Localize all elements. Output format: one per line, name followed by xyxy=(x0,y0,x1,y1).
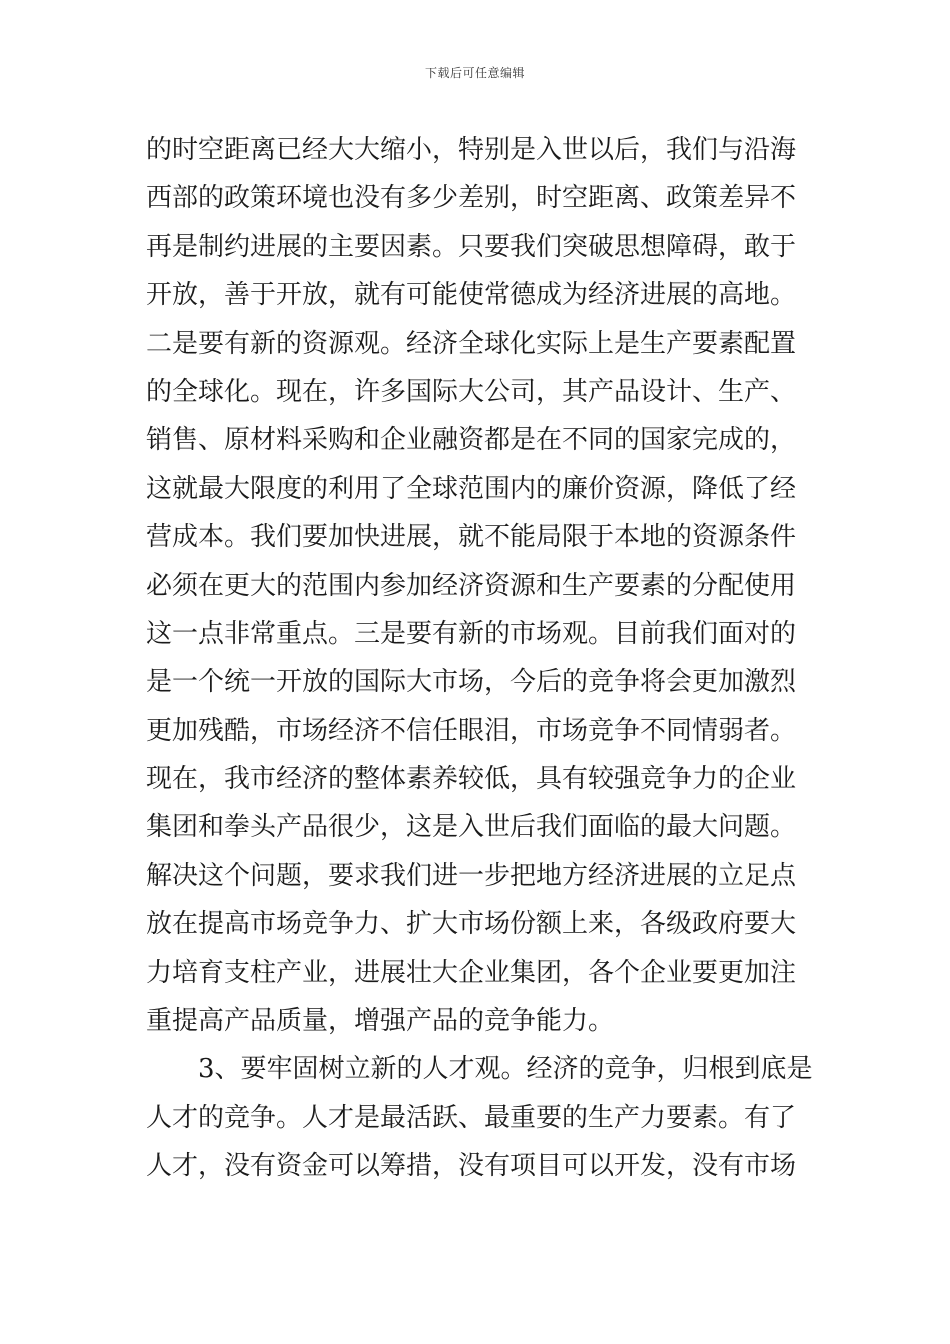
text-line: 营成本。我们要加快进展，就不能局限于本地的资源条件 xyxy=(146,522,797,553)
text-line: 是一个统一开放的国际大市场，今后的竞争将会更加激烈 xyxy=(146,667,797,698)
text-line: 力培育支柱产业，进展壮大企业集团，各个企业要更加注 xyxy=(146,957,797,988)
text-line: 的全球化。现在，许多国际大公司，其产品设计、生产、 xyxy=(146,376,797,407)
text-line: 西部的政策环境也没有多少差别，时空距离、政策差异不 xyxy=(146,183,797,214)
page-header-note: 下载后可任意编辑 xyxy=(424,66,525,80)
text-line: 这一点非常重点。三是要有新的市场观。目前我们面对的 xyxy=(146,618,797,649)
text-line: 更加残酷，市场经济不信任眼泪，市场竞争不同情弱者。 xyxy=(146,715,797,746)
text-line: 重提高产品质量，增强产品的竞争能力。 xyxy=(146,1006,615,1037)
text-line: 现在，我市经济的整体素养较低，具有较强竞争力的企业 xyxy=(146,764,797,795)
text-line: 再是制约进展的主要因素。只要我们突破思想障碍，敢于 xyxy=(146,231,797,262)
text-line: 人才的竞争。人才是最活跃、最重要的生产力要素。有了 xyxy=(146,1102,797,1133)
document-body xyxy=(146,126,813,1191)
text-line: 开放，善于开放，就有可能使常德成为经济进展的高地。 xyxy=(146,280,797,311)
text-line: 集团和拳头产品很少，这是入世后我们面临的最大问题。 xyxy=(146,812,797,843)
text-line-paragraph-start: 3、要牢固树立新的人才观。经济的竞争，归根到底是 xyxy=(198,1054,813,1085)
text-line: 二是要有新的资源观。经济全球化实际上是生产要素配置 xyxy=(146,328,797,359)
text-line: 人才，没有资金可以筹措，没有项目可以开发，没有市场 xyxy=(146,1151,797,1182)
text-line: 这就最大限度的利用了全球范围内的廉价资源，降低了经 xyxy=(146,473,797,504)
text-line: 解决这个问题，要求我们进一步把地方经济进展的立足点 xyxy=(146,860,797,891)
text-line: 的时空距离已经大大缩小，特别是入世以后，我们与沿海 xyxy=(146,135,797,165)
text-line: 销售、原材料采购和企业融资都是在不同的国家完成的， xyxy=(146,425,797,456)
text-line: 必须在更大的范围内参加经济资源和生产要素的分配使用 xyxy=(146,570,797,601)
text-line: 放在提高市场竞争力、扩大市场份额上来，各级政府要大 xyxy=(146,909,797,940)
